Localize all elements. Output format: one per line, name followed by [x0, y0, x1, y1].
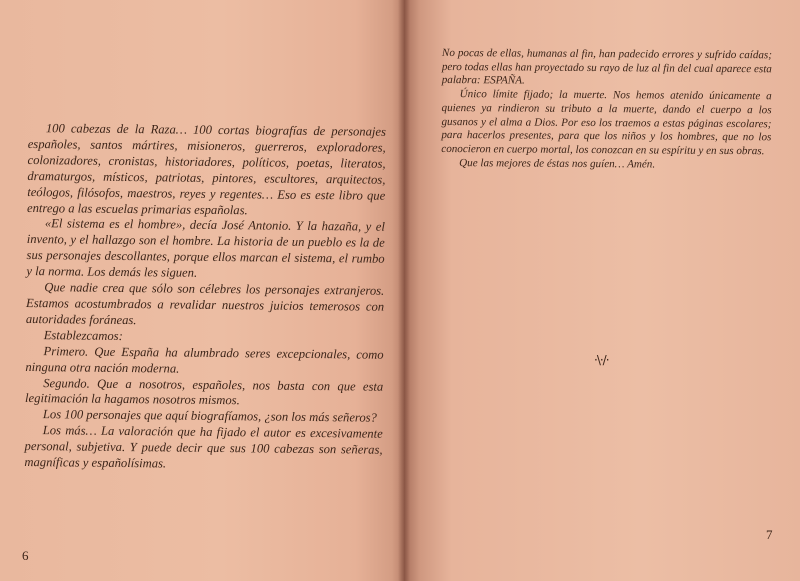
paragraph: Los más… La valoración que ha fijado el autor es excesivamente personal, subjetiva. Y puede decir que sus 100 cabezas son señeras, magníficas y españolísimas.	[24, 423, 383, 471]
paragraph: 100 cabezas de la Raza… 100 cortas biografías de personajes españoles, santos mártires, misioneros, guerreros, exploradores, colonizadores, cronistas, historiadores, políticos, poetas, literatos, dramaturgos, místicos, patriotas, pintores, escultores, arquitectos, teólogos, filósofos, maestros, reyes y regentes… Eso es este libro que entrego a las escuelas primarias españolas.	[27, 121, 386, 217]
ornament-icon: ·\·/·	[594, 353, 609, 367]
book-gutter	[398, 0, 410, 581]
paragraph: «El sistema es el hombre», decía José Antonio. Y la hazaña, y el invento, y el hallazgo son el hombre. La historia de un pueblo es la de sus personajes descollantes, porque ellos marcan el sistema, el rumbo y la norma. Los demás les siguen.	[26, 216, 385, 280]
right-page	[404, 0, 800, 581]
paragraph: Los 100 personajes que aquí biografíamos, ¿son los más señeros?	[42, 407, 377, 425]
paragraph: Único límite fijado; la muerte. Nos hemos atenido únicamente a quienes ya rindieron su tributo a la muerte, dando el cuerpo a los gusanos y el alma a Dios. Por eso los traemos a estas páginas escolares; para hacerlos presentes, para que los niños y los hombres, que no los conocieron en cuerpo mortal, los conozcan en su espíritu y en sus obras.	[441, 88, 772, 158]
paragraph: No pocas de ellas, humanas al fin, han padecido errores y sufrido caídas; pero todas ellas han proyectado su rayo de luz al fin del cual aparece esta palabra: ESPAÑA.	[441, 47, 772, 87]
paragraph: Primero. Que España ha alumbrado seres excepcionales, como ninguna otra nación moderna.	[25, 343, 384, 376]
left-page-text	[24, 121, 386, 475]
paragraph: Segundo. Que a nosotros, españoles, nos basta con que esta legitimación la hagamos nosotros mismos.	[25, 375, 384, 408]
right-page-text	[441, 47, 772, 173]
paragraph: Establezcamos:	[43, 327, 123, 343]
paragraph: Que las mejores de éstas nos guíen… Amén.	[459, 156, 656, 171]
page-number: 7	[766, 527, 773, 542]
paragraph: Que nadie crea que sólo son célebres los personajes extranjeros. Estamos acostumbrados a revalidar nuestros juicios temerosos con autoridades foráneas.	[25, 280, 385, 328]
page-number: 6	[22, 548, 29, 563]
